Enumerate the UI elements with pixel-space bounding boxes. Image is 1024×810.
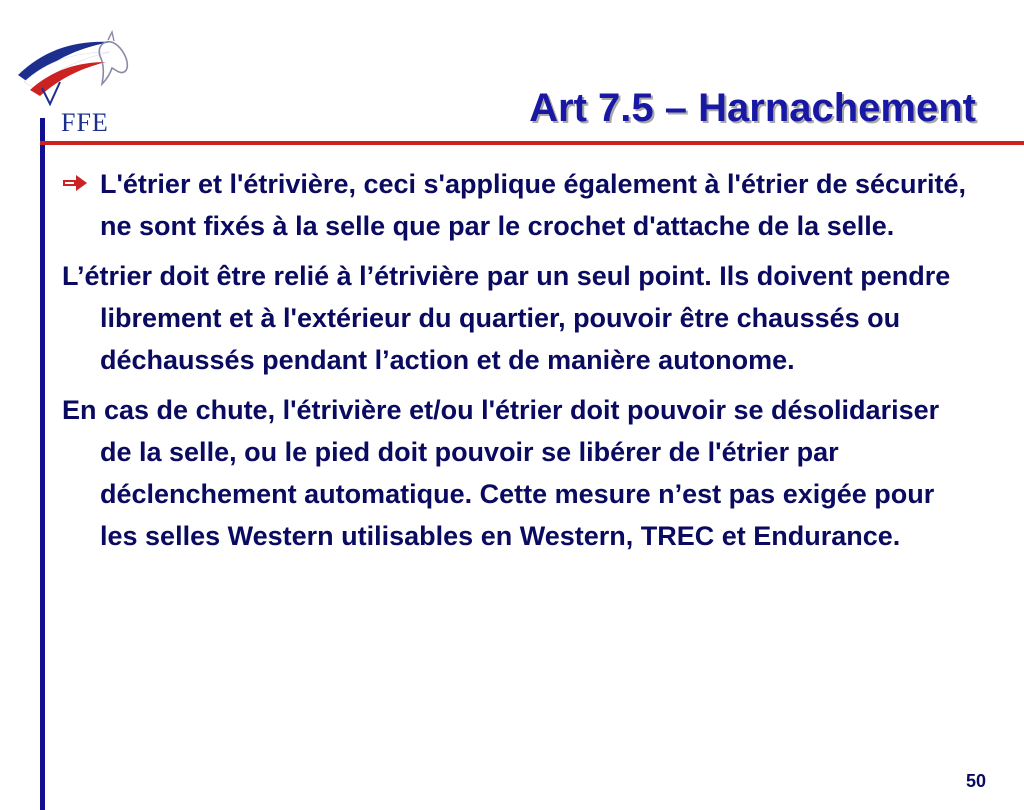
horse-head-logo-icon	[14, 30, 134, 110]
paragraph-2-text: L’étrier doit être relié à l’étrivière par un seul point. Ils doivent pendre librement et à l'extérieur du quartier, pouvoir être chaussés ou déchaussés pendant l’action et de manière autonome.	[62, 261, 951, 375]
logo-text: FFE	[61, 108, 109, 137]
paragraph-3-text: En cas de chute, l'étrivière et/ou l'étrier doit pouvoir se désolidariser de la selle, ou le pied doit pouvoir se libérer de l'étrier par déclenchement automatique. Cette mesure n’est pas exigée pour les selles Western utilisables en Western, TREC et Endurance.	[62, 395, 940, 551]
slide-title: Art 7.5 – Harnachement	[529, 86, 976, 130]
slide-body	[62, 163, 972, 565]
left-vertical-rule	[40, 118, 45, 810]
title-underline-rule	[40, 141, 1024, 145]
paragraph-2	[62, 255, 972, 381]
page-number: 50	[965, 771, 986, 791]
paragraph-1	[62, 163, 972, 247]
ffe-logo	[14, 30, 134, 137]
paragraph-3	[62, 389, 972, 557]
paragraph-1-text: L'étrier et l'étrivière, ceci s'applique également à l'étrier de sécurité, ne sont fixés à la selle que par le crochet d'attache de la selle.	[100, 169, 967, 241]
pointing-hand-icon	[62, 174, 88, 192]
